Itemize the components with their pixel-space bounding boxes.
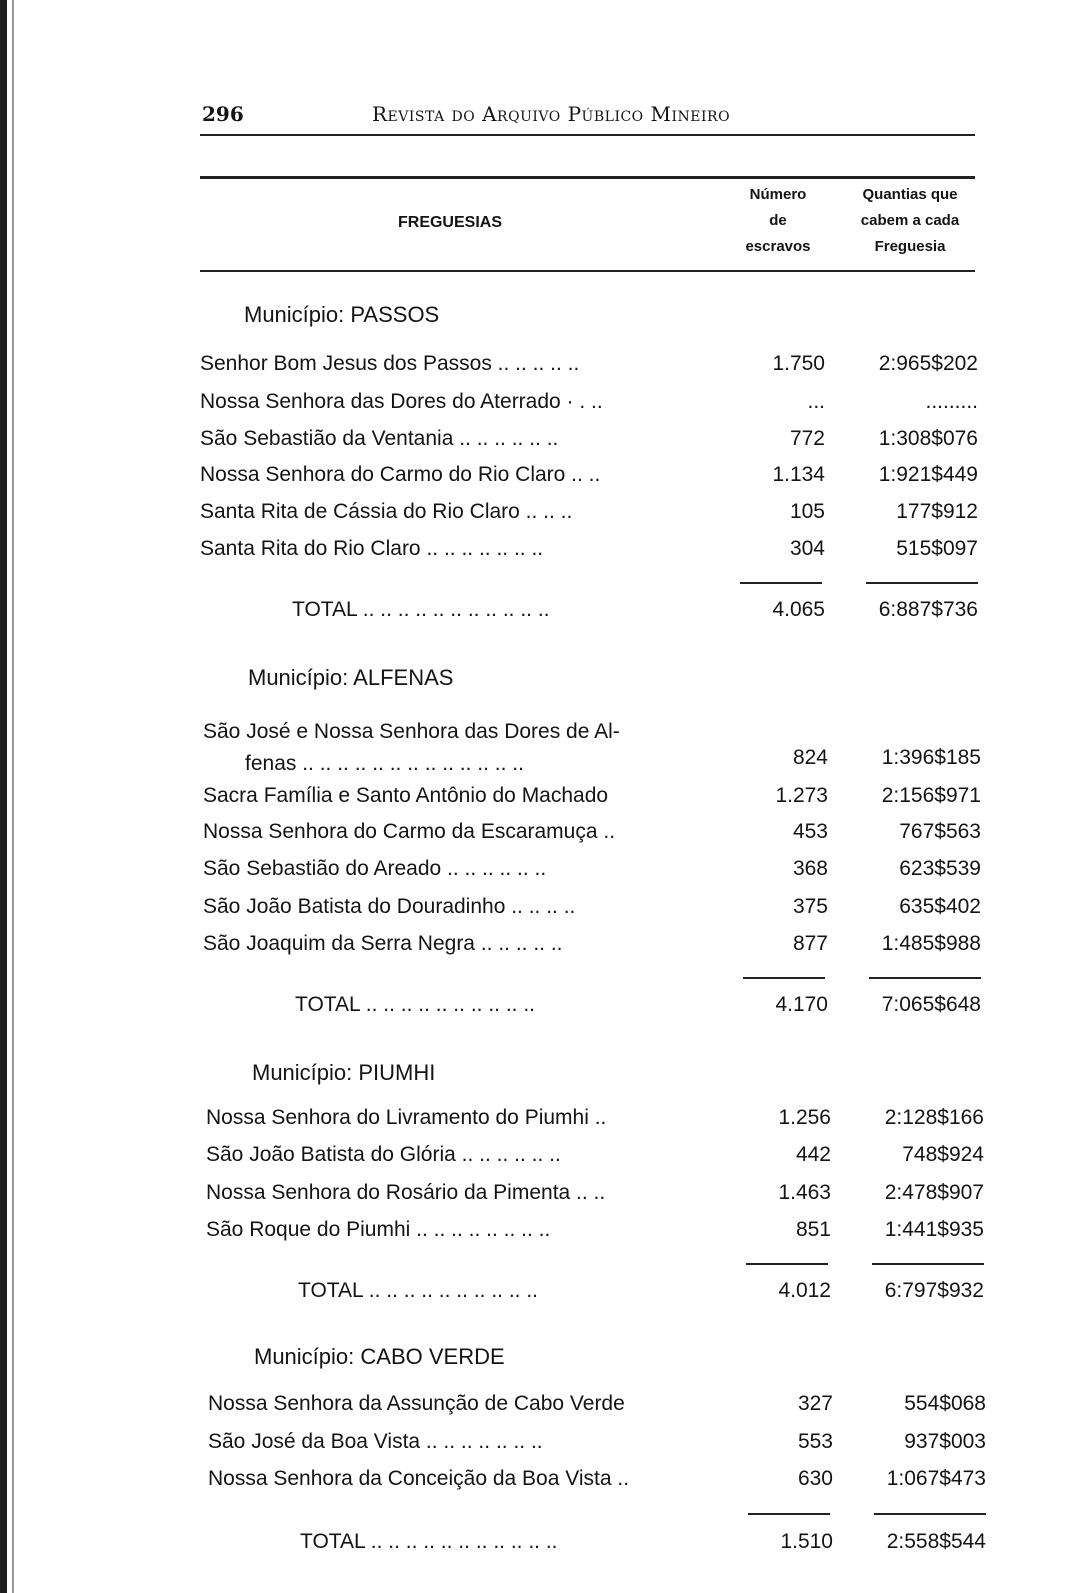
slave-count: 1.750 xyxy=(772,352,825,375)
total-count: 4.065 xyxy=(772,598,825,621)
table-row xyxy=(208,1467,993,1503)
book-spine-edge xyxy=(12,0,14,1593)
freguesia-name: São Sebastião do Areado .. .. .. .. .. .. xyxy=(203,857,547,880)
sum-rule xyxy=(746,1263,828,1265)
table-row xyxy=(203,932,988,968)
slave-count: 375 xyxy=(792,895,828,918)
column-header-numero-line: de xyxy=(769,212,787,229)
freguesia-name: Senhor Bom Jesus dos Passos .. .. .. .. .. xyxy=(200,352,580,375)
quota-amount: 1:485$988 xyxy=(881,932,981,955)
sum-rule xyxy=(743,977,825,979)
slave-count: 327 xyxy=(797,1392,833,1415)
quota-amount: 748$924 xyxy=(902,1143,984,1166)
slave-count: ... xyxy=(807,390,825,413)
quota-amount: 554$068 xyxy=(904,1392,986,1415)
slave-count: 851 xyxy=(795,1218,831,1241)
quota-amount: 2:156$971 xyxy=(881,784,981,807)
journal-title: Revista do Arquivo Público Mineiro xyxy=(372,102,731,126)
slave-count: 304 xyxy=(789,537,825,560)
column-header-numero-line: Número xyxy=(749,186,807,203)
freguesia-name: Santa Rita de Cássia do Rio Claro .. .. .. xyxy=(200,500,573,523)
slave-count: 453 xyxy=(792,820,828,843)
quota-amount: 623$539 xyxy=(899,857,981,880)
freguesia-name: Nossa Senhora da Conceição da Boa Vista .. xyxy=(208,1467,630,1490)
sum-rule xyxy=(874,1513,986,1515)
quota-amount: 1:921$449 xyxy=(878,463,978,486)
table-row xyxy=(200,390,985,426)
total-label: TOTAL .. .. .. .. .. .. .. .. .. .. .. xyxy=(300,1530,558,1553)
table-row xyxy=(206,1218,991,1254)
slave-count: 877 xyxy=(792,932,828,955)
sum-rule xyxy=(748,1513,830,1515)
total-row xyxy=(208,1530,993,1566)
table-row xyxy=(203,857,988,893)
quota-amount: 767$563 xyxy=(899,820,981,843)
quota-amount: 2:128$166 xyxy=(884,1106,984,1129)
quota-amount: ......... xyxy=(925,390,978,413)
freguesia-name: Santa Rita do Rio Claro .. .. .. .. .. .. .. xyxy=(200,537,544,560)
slave-count: 368 xyxy=(792,857,828,880)
freguesia-name: Nossa Senhora do Carmo da Escaramuça .. xyxy=(203,820,616,843)
quota-amount: 2:478$907 xyxy=(884,1181,984,1204)
total-row xyxy=(206,1279,991,1315)
quota-amount: 2:965$202 xyxy=(878,352,978,375)
table-row xyxy=(208,1430,993,1466)
total-count: 4.170 xyxy=(775,993,828,1016)
freguesia-name: São Roque do Piumhi .. .. .. .. .. .. .. .. xyxy=(206,1218,551,1241)
table-row xyxy=(200,500,985,536)
table-row xyxy=(206,1106,991,1142)
table-row xyxy=(203,895,988,931)
page-header xyxy=(200,100,975,136)
quota-amount: 1:308$076 xyxy=(878,427,978,450)
header-bottom-rule xyxy=(200,270,975,272)
quota-amount: 937$003 xyxy=(904,1430,986,1453)
quota-amount: 1:441$935 xyxy=(884,1218,984,1241)
freguesia-name: fenas .. .. .. .. .. .. .. .. .. .. .. .. .. xyxy=(245,752,524,775)
quota-amount: 177$912 xyxy=(896,500,978,523)
column-header-quantias-line: Quantias que xyxy=(862,186,958,203)
slave-count: 1.134 xyxy=(772,463,825,486)
total-amount: 6:887$736 xyxy=(878,598,978,621)
slave-count: 553 xyxy=(797,1430,833,1453)
column-header-freguesias: FREGUESIAS xyxy=(397,214,502,231)
total-amount: 6:797$932 xyxy=(884,1279,984,1302)
total-row xyxy=(200,598,985,634)
freguesia-name-line1: São José e Nossa Senhora das Dores de Al- xyxy=(203,720,620,743)
table-row xyxy=(203,720,988,780)
slave-count: 824 xyxy=(792,746,828,769)
total-count: 4.012 xyxy=(778,1279,831,1302)
slave-count: 772 xyxy=(789,427,825,450)
slave-count: 630 xyxy=(797,1467,833,1490)
table-row xyxy=(200,463,985,499)
slave-count: 442 xyxy=(795,1143,831,1166)
slave-count: 1.256 xyxy=(778,1106,831,1129)
quota-amount: 1:396$185 xyxy=(881,746,981,769)
sum-rule xyxy=(872,1263,984,1265)
municipio-heading: Município: PASSOS xyxy=(244,302,440,327)
page-number: 296 xyxy=(202,102,244,126)
total-label: TOTAL .. .. .. .. .. .. .. .. .. .. xyxy=(295,993,535,1016)
total-amount: 2:558$544 xyxy=(886,1530,986,1553)
sum-rule xyxy=(869,977,981,979)
column-header-numero xyxy=(728,182,828,260)
total-amount: 7:065$648 xyxy=(881,993,981,1016)
table-row xyxy=(206,1143,991,1179)
municipio-heading: Município: PIUMHI xyxy=(252,1060,436,1085)
freguesia-name: Nossa Senhora das Dores do Aterrado · . .. xyxy=(200,390,603,413)
freguesia-name: Nossa Senhora do Livramento do Piumhi .. xyxy=(206,1106,607,1129)
table-row xyxy=(206,1181,991,1217)
freguesia-name: Sacra Família e Santo Antônio do Machado xyxy=(203,784,609,807)
freguesia-name: São Joaquim da Serra Negra .. .. .. .. .. xyxy=(203,932,563,955)
table-row xyxy=(203,784,988,820)
freguesia-name: São João Batista do Glória .. .. .. .. .. .. xyxy=(206,1143,561,1166)
sum-rule xyxy=(740,582,822,584)
total-label: TOTAL .. .. .. .. .. .. .. .. .. .. xyxy=(298,1279,538,1302)
quota-amount: 635$402 xyxy=(899,895,981,918)
freguesia-name: São Sebastião da Ventania .. .. .. .. .. .. xyxy=(200,427,559,450)
freguesia-name: Nossa Senhora do Carmo do Rio Claro .. .. xyxy=(200,463,601,486)
column-header-numero-line: escravos xyxy=(745,238,811,255)
table-row xyxy=(200,427,985,463)
municipio-heading: Município: ALFENAS xyxy=(248,665,454,690)
freguesia-name: Nossa Senhora do Rosário da Pimenta .. .. xyxy=(206,1181,606,1204)
total-count: 1.510 xyxy=(780,1530,833,1553)
municipio-heading: Município: CABO VERDE xyxy=(254,1344,505,1369)
sum-rule xyxy=(866,582,978,584)
table-top-rule xyxy=(200,176,975,179)
table-row xyxy=(208,1392,993,1428)
column-header-quantias-line: Freguesia xyxy=(874,238,946,255)
freguesia-name: São José da Boa Vista .. .. .. .. .. .. .. xyxy=(208,1430,543,1453)
freguesia-name: Nossa Senhora da Assunção de Cabo Verde xyxy=(208,1392,625,1415)
total-label: TOTAL .. .. .. .. .. .. .. .. .. .. .. xyxy=(292,598,550,621)
freguesia-name: São João Batista do Douradinho .. .. .. .. xyxy=(203,895,576,918)
column-header-quantias xyxy=(840,182,980,260)
total-row xyxy=(203,993,988,1029)
column-header-quantias-line: cabem a cada xyxy=(860,212,960,229)
quota-amount: 515$097 xyxy=(896,537,978,560)
quota-amount: 1:067$473 xyxy=(886,1467,986,1490)
table-row xyxy=(203,820,988,856)
book-spine-shadow xyxy=(0,0,7,1593)
table-row xyxy=(200,352,985,388)
slave-count: 1.273 xyxy=(775,784,828,807)
slave-count: 1.463 xyxy=(778,1181,831,1204)
slave-count: 105 xyxy=(789,500,825,523)
table-row xyxy=(200,537,985,573)
